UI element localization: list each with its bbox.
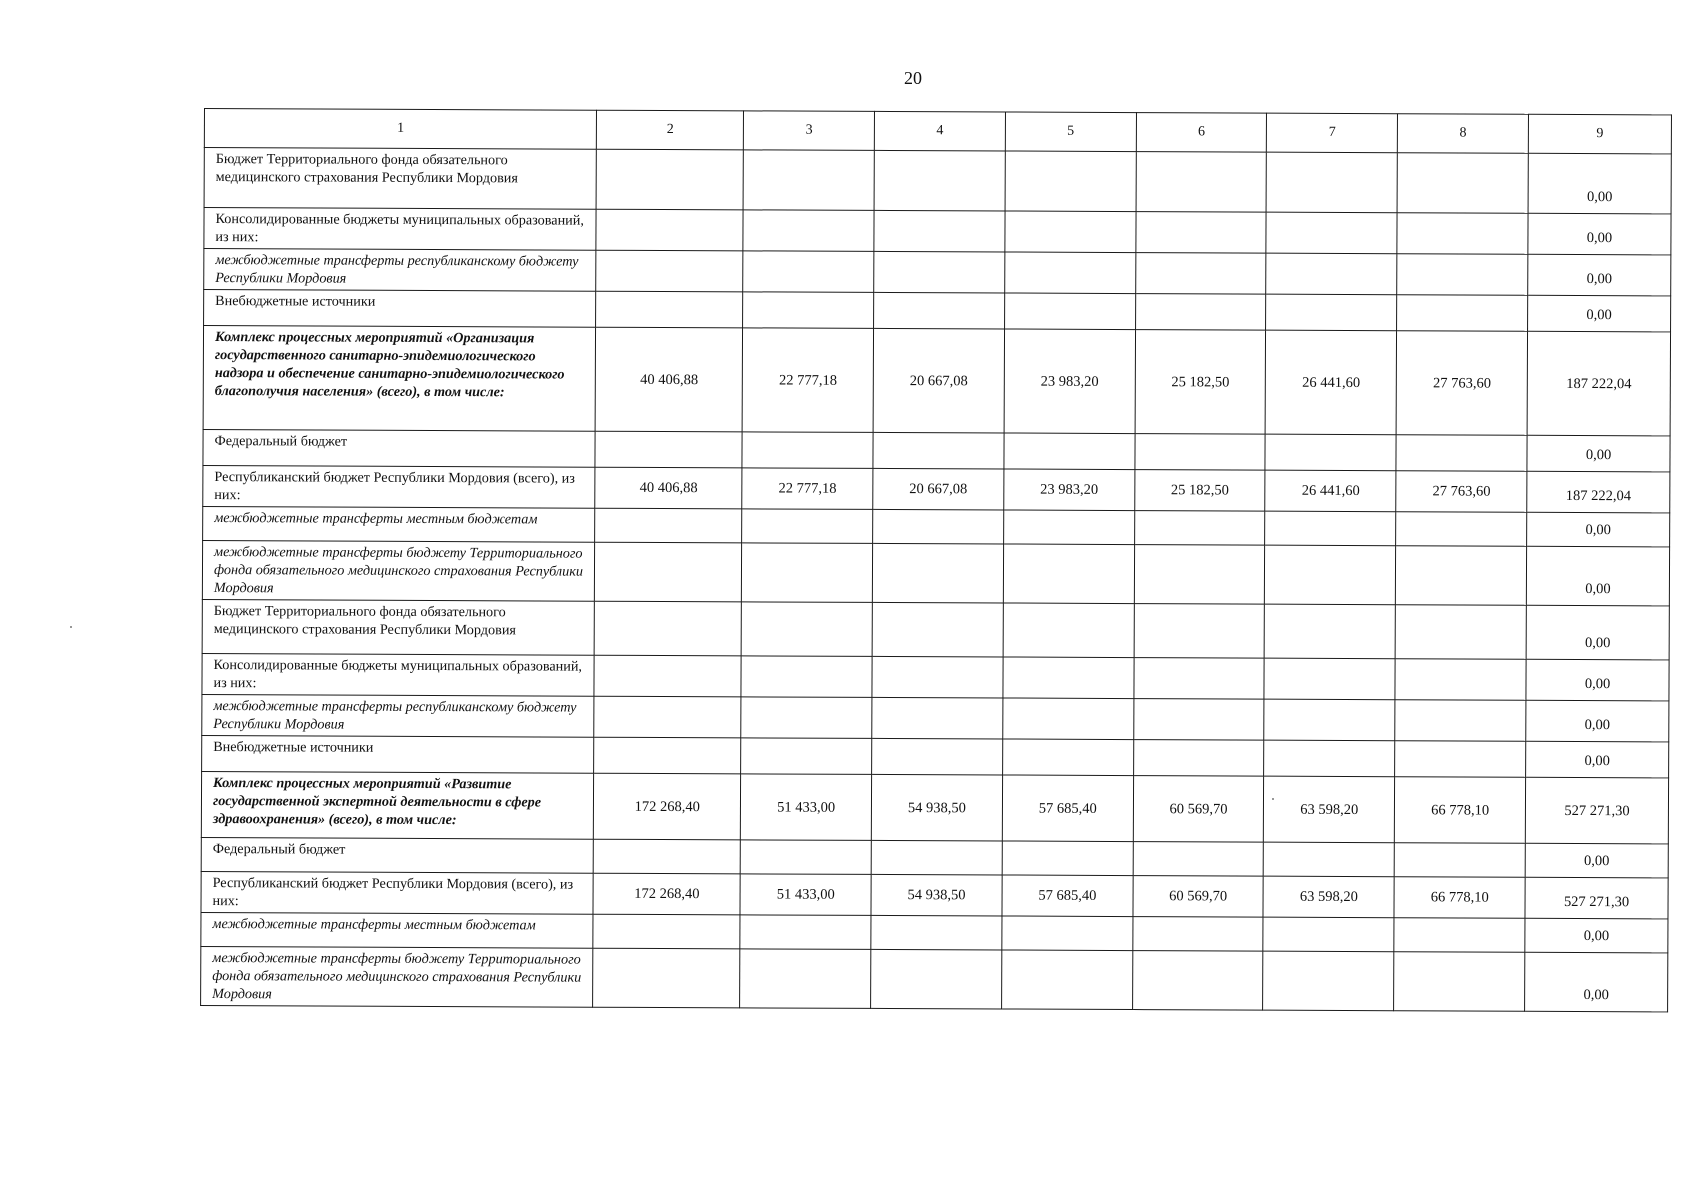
total-cell: 527 271,30 <box>1525 777 1668 844</box>
year-value-cell <box>1005 252 1136 294</box>
year-value-cell <box>873 509 1004 544</box>
column-header: 3 <box>744 111 875 151</box>
row-label: Внебюджетные источники <box>204 290 597 328</box>
total-cell: 0,00 <box>1526 700 1669 742</box>
year-value-cell: 23 983,20 <box>1004 469 1135 511</box>
year-value-cell: 40 406,88 <box>595 327 742 432</box>
year-value-cell <box>1002 916 1133 951</box>
year-value-cell: 20 667,08 <box>873 328 1004 433</box>
year-value-cell <box>1397 254 1528 296</box>
year-value-cell <box>1264 740 1395 777</box>
year-value-cell <box>594 655 741 697</box>
year-value-cell <box>596 250 743 292</box>
year-value-cell: 40 406,88 <box>595 467 742 509</box>
year-value-cell <box>1267 152 1398 213</box>
year-value-cell <box>1396 512 1527 547</box>
year-value-cell <box>1134 545 1265 605</box>
table-row <box>204 249 1671 296</box>
year-value-cell <box>741 697 872 739</box>
total-cell: 0,00 <box>1527 512 1670 547</box>
column-header: 5 <box>1005 112 1136 152</box>
year-value-cell <box>1132 951 1263 1011</box>
year-value-cell <box>1001 950 1132 1010</box>
year-value-cell <box>1003 544 1134 604</box>
year-value-cell <box>1394 843 1525 878</box>
table-row <box>203 326 1670 436</box>
year-value-cell <box>1135 294 1266 331</box>
year-value-cell <box>874 251 1005 293</box>
year-value-cell <box>596 209 743 251</box>
year-value-cell <box>872 738 1003 775</box>
year-value-cell: 66 778,10 <box>1395 777 1526 844</box>
row-label: Комплекс процессных мероприятий «Организация государственного санитарно-эпидемиологического надзора и обеспечение санитарно-эпидемиологического благополучия населения» (всего), в том числе: <box>203 326 596 432</box>
year-value-cell <box>1395 741 1526 778</box>
row-label: межбюджетные трансферты республиканскому бюджету Республики Мордовия <box>202 694 595 737</box>
total-cell: 0,00 <box>1528 295 1671 332</box>
year-value-cell: 20 667,08 <box>873 468 1004 510</box>
budget-table <box>200 108 1672 1012</box>
row-label: Бюджет Территориального фонда обязательного медицинского страхования Республики Мордовия <box>202 599 595 655</box>
total-cell: 0,00 <box>1527 435 1670 472</box>
table-row <box>204 208 1671 255</box>
year-value-cell <box>594 839 741 874</box>
table-row <box>201 871 1668 918</box>
total-cell: 187 222,04 <box>1527 331 1670 436</box>
total-cell: 0,00 <box>1526 546 1669 606</box>
column-header: 6 <box>1136 113 1267 153</box>
year-value-cell <box>743 150 874 211</box>
year-value-cell <box>1397 295 1528 332</box>
year-value-cell: 172 268,40 <box>594 773 741 840</box>
total-cell: 0,00 <box>1526 659 1669 701</box>
year-value-cell <box>1133 699 1264 741</box>
total-cell: 0,00 <box>1525 843 1668 878</box>
row-label: Комплекс процессных мероприятий «Развитие государственной экспертной деятельности в сфере здравоохранения» (всего), в том числе: <box>201 771 594 839</box>
year-value-cell <box>1264 658 1395 700</box>
year-value-cell <box>593 914 740 949</box>
total-cell: 0,00 <box>1526 741 1669 778</box>
row-label: Бюджет Территориального фонда обязательного медицинского страхования Республики Мордовия <box>204 148 597 210</box>
table-row <box>202 694 1669 741</box>
year-value-cell: 66 778,10 <box>1394 877 1525 919</box>
year-value-cell: 26 441,60 <box>1265 470 1396 512</box>
table-row <box>202 653 1669 700</box>
year-value-cell <box>740 949 871 1009</box>
year-value-cell: 27 763,60 <box>1396 471 1527 513</box>
year-value-cell <box>1265 604 1396 659</box>
year-value-cell: 63 598,20 <box>1264 776 1395 843</box>
year-value-cell <box>1265 545 1396 605</box>
year-value-cell: 57 685,40 <box>1002 775 1133 842</box>
year-value-cell <box>871 915 1002 950</box>
year-value-cell: 60 569,70 <box>1133 776 1264 843</box>
year-value-cell: 60 569,70 <box>1133 876 1264 918</box>
year-value-cell <box>1134 658 1265 700</box>
column-header: 2 <box>597 110 744 150</box>
row-label: межбюджетные трансферты бюджету Территориального фонда обязательного медицинского страхования Республики Мордовия <box>201 946 594 1007</box>
year-value-cell <box>1397 153 1528 214</box>
row-label: межбюджетные трансферты местным бюджетам <box>201 912 594 948</box>
year-value-cell <box>871 840 1002 875</box>
year-value-cell <box>1136 212 1267 254</box>
year-value-cell <box>593 948 740 1008</box>
year-value-cell: 26 441,60 <box>1266 330 1397 435</box>
year-value-cell <box>1003 698 1134 740</box>
year-value-cell <box>1133 740 1264 777</box>
column-header: 7 <box>1267 113 1398 153</box>
year-value-cell <box>741 602 872 657</box>
year-value-cell <box>1002 841 1133 876</box>
year-value-cell <box>874 292 1005 329</box>
year-value-cell <box>1394 952 1525 1012</box>
year-value-cell <box>1265 511 1396 546</box>
table-row <box>203 465 1670 512</box>
year-value-cell <box>741 656 872 698</box>
year-value-cell <box>1005 211 1136 253</box>
row-label: Внебюджетные источники <box>202 735 595 773</box>
year-value-cell <box>874 150 1005 211</box>
year-value-cell: 25 182,50 <box>1134 470 1265 512</box>
year-value-cell: 51 433,00 <box>740 874 871 916</box>
table-row <box>204 148 1671 214</box>
year-value-cell <box>742 432 873 469</box>
row-label: Федеральный бюджет <box>203 429 596 467</box>
year-value-cell <box>1266 294 1397 331</box>
year-value-cell <box>872 656 1003 698</box>
year-value-cell <box>1003 510 1134 545</box>
year-value-cell: 22 777,18 <box>742 468 873 510</box>
row-label: межбюджетные трансферты местным бюджетам <box>203 506 596 542</box>
row-label: Консолидированные бюджеты муниципальных образований, из них: <box>202 653 595 696</box>
year-value-cell <box>1394 918 1525 953</box>
year-value-cell: 22 777,18 <box>742 328 873 433</box>
year-value-cell <box>871 949 1002 1009</box>
year-value-cell <box>1263 951 1394 1011</box>
year-value-cell <box>741 738 872 775</box>
row-label: Республиканский бюджет Республики Мордовия (всего), из них: <box>203 465 596 508</box>
year-value-cell <box>1263 917 1394 952</box>
year-value-cell <box>1133 842 1264 877</box>
table-row <box>201 771 1668 843</box>
row-label: межбюджетные трансферты бюджету Территориального фонда обязательного медицинского страхования Республики Мордовия <box>202 540 595 601</box>
year-value-cell <box>1135 253 1266 295</box>
year-value-cell <box>1134 604 1265 659</box>
total-cell: 0,00 <box>1525 952 1668 1012</box>
page-number: 20 <box>904 68 922 88</box>
year-value-cell <box>1397 213 1528 255</box>
year-value-cell: 25 182,50 <box>1135 330 1266 435</box>
row-label: межбюджетные трансферты республиканскому бюджету Республики Мордовия <box>204 249 597 292</box>
column-header: 1 <box>204 109 597 150</box>
year-value-cell <box>742 509 873 544</box>
total-cell: 0,00 <box>1528 254 1671 296</box>
year-value-cell <box>1265 434 1396 471</box>
year-value-cell: 23 983,20 <box>1004 329 1135 434</box>
year-value-cell: 51 433,00 <box>741 774 872 841</box>
year-value-cell <box>740 915 871 950</box>
year-value-cell <box>1264 842 1395 877</box>
year-value-cell <box>594 696 741 738</box>
year-value-cell <box>740 840 871 875</box>
year-value-cell <box>1396 546 1527 606</box>
year-value-cell <box>1395 605 1526 660</box>
year-value-cell <box>1133 917 1264 952</box>
year-value-cell: 54 938,50 <box>871 774 1002 841</box>
year-value-cell <box>1134 511 1265 546</box>
year-value-cell <box>596 291 743 328</box>
scan-artifact <box>1272 798 1274 800</box>
year-value-cell <box>595 601 742 656</box>
year-value-cell <box>1395 659 1526 701</box>
year-value-cell <box>1003 657 1134 699</box>
year-value-cell <box>1004 433 1135 470</box>
total-cell: 0,00 <box>1528 213 1671 255</box>
year-value-cell <box>872 543 1003 603</box>
year-value-cell <box>595 542 742 602</box>
year-value-cell <box>1135 434 1266 471</box>
table-row <box>202 599 1669 659</box>
year-value-cell <box>1396 435 1527 472</box>
year-value-cell <box>743 292 874 329</box>
year-value-cell <box>594 737 741 774</box>
year-value-cell <box>1003 603 1134 658</box>
year-value-cell: 27 763,60 <box>1396 331 1527 436</box>
year-value-cell <box>596 149 743 210</box>
year-value-cell <box>872 602 1003 657</box>
year-value-cell <box>1266 212 1397 254</box>
year-value-cell <box>595 431 742 468</box>
year-value-cell <box>742 543 873 603</box>
row-label: Республиканский бюджет Республики Мордовия (всего), из них: <box>201 871 594 914</box>
column-number-header-row <box>204 109 1671 154</box>
year-value-cell <box>743 210 874 252</box>
year-value-cell <box>873 432 1004 469</box>
table-body <box>201 148 1672 1012</box>
year-value-cell <box>743 251 874 293</box>
year-value-cell <box>872 697 1003 739</box>
year-value-cell <box>1395 700 1526 742</box>
column-header: 9 <box>1528 114 1671 154</box>
year-value-cell: 172 268,40 <box>593 873 740 915</box>
year-value-cell: 57 685,40 <box>1002 875 1133 917</box>
year-value-cell <box>1005 151 1136 212</box>
total-cell: 0,00 <box>1525 918 1668 953</box>
year-value-cell: 63 598,20 <box>1263 876 1394 918</box>
total-cell: 0,00 <box>1528 153 1671 214</box>
scan-artifact <box>70 626 72 628</box>
year-value-cell <box>1004 293 1135 330</box>
year-value-cell: 54 938,50 <box>871 874 1002 916</box>
year-value-cell <box>1266 253 1397 295</box>
year-value-cell <box>874 210 1005 252</box>
row-label: Консолидированные бюджеты муниципальных образований, из них: <box>204 208 597 251</box>
table-row <box>201 946 1668 1011</box>
total-cell: 187 222,04 <box>1527 471 1670 513</box>
year-value-cell <box>1136 152 1267 213</box>
row-label: Федеральный бюджет <box>201 837 594 873</box>
total-cell: 0,00 <box>1526 605 1669 660</box>
year-value-cell <box>1264 699 1395 741</box>
year-value-cell <box>1002 739 1133 776</box>
table-row <box>202 540 1669 605</box>
column-header: 8 <box>1398 114 1529 154</box>
column-header: 4 <box>874 111 1005 151</box>
year-value-cell <box>595 508 742 543</box>
total-cell: 527 271,30 <box>1525 877 1668 919</box>
